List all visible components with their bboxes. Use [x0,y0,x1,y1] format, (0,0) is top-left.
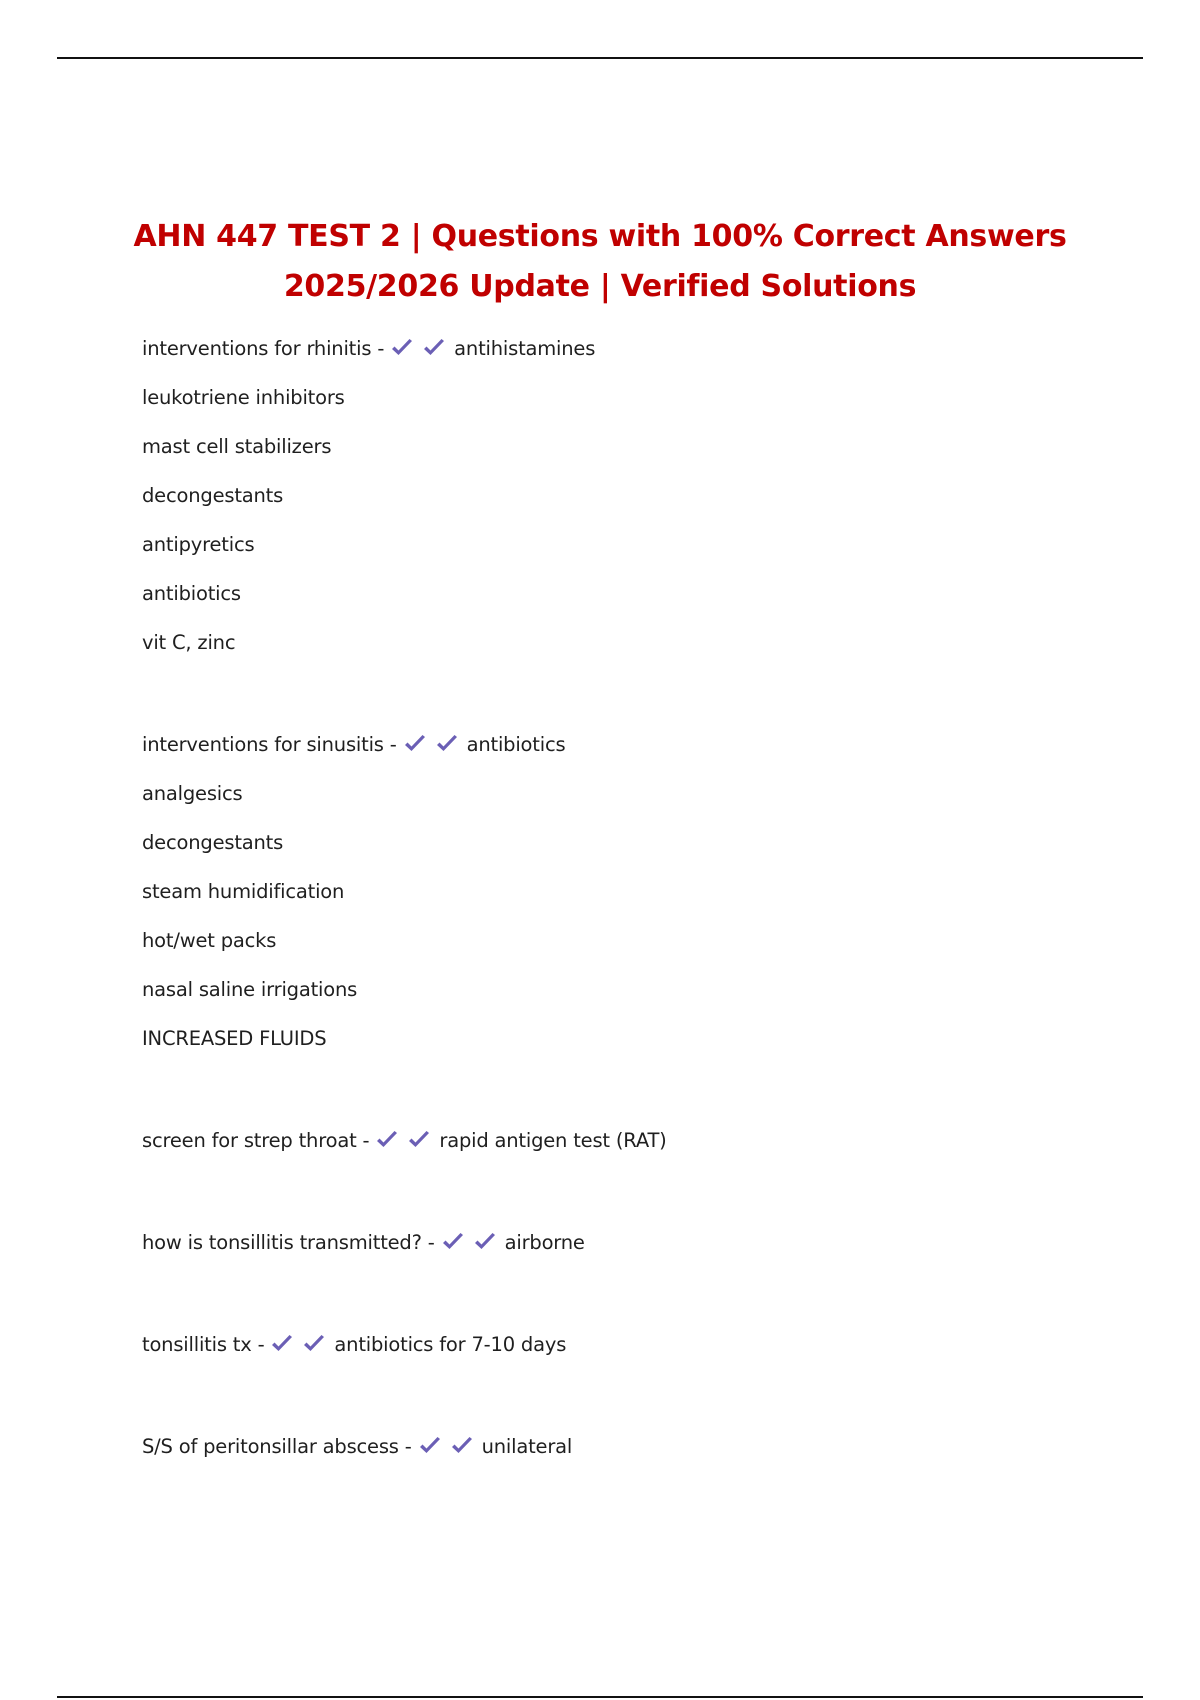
checkmark-icon [418,1435,446,1457]
separator: - [389,733,397,756]
checkmark-icon [375,1129,403,1151]
checkmark-icon [270,1333,298,1355]
checkmark-icon [390,337,418,359]
answer-line: vit C, zinc [142,631,236,654]
checkmark-icon [407,1129,435,1151]
qa-question-line [142,729,1092,778]
question-text: how is tonsillitis transmitted? [142,1231,422,1254]
answer-line: decongestants [142,484,284,507]
separator: - [257,1333,265,1356]
qa-question-line [142,1329,1092,1378]
separator: - [362,1129,370,1152]
answer-text: unilateral [481,1435,573,1458]
answer-text: rapid antigen test (RAT) [439,1129,667,1152]
header-rule [57,57,1143,59]
answer-text: antihistamines [454,337,596,360]
title-line-1: AHN 447 TEST 2 | Questions with 100% Correct Answers [133,219,1067,254]
answer-text: antibiotics for 7-10 days [334,1333,567,1356]
question-text: screen for strep throat [142,1129,357,1152]
checkmark-icon [450,1435,478,1457]
qa-question-line [142,1125,1092,1174]
answer-line: antipyretics [142,533,255,556]
answer-line: antibiotics [142,582,241,605]
spacer [142,1378,1092,1431]
checkmark-icon [473,1231,501,1253]
question-text: S/S of peritonsillar abscess [142,1435,399,1458]
checkmark-icon [403,733,431,755]
qa-question-line [142,1431,1092,1480]
checkmark-icon [441,1231,469,1253]
answer-line: decongestants [142,831,284,854]
spacer [142,1072,1092,1125]
qa-question-line [142,333,1092,382]
spacer [142,1276,1092,1329]
qa-question-line [142,1227,1092,1276]
question-text: interventions for rhinitis [142,337,372,360]
answer-line: steam humidification [142,880,345,903]
answer-text: antibiotics [466,733,566,756]
answer-line: INCREASED FLUIDS [142,1027,327,1050]
title-line-2: 2025/2026 Update | Verified Solutions [283,269,917,304]
answer-line: leukotriene inhibitors [142,386,345,409]
spacer [142,676,1092,729]
separator: - [377,337,385,360]
checkmark-icon [435,733,463,755]
document-title [57,212,1143,312]
answer-line: mast cell stabilizers [142,435,332,458]
answer-line: nasal saline irrigations [142,978,358,1001]
answer-text: airborne [504,1231,585,1254]
separator: - [404,1435,412,1458]
separator: - [427,1231,435,1254]
question-text: interventions for sinusitis [142,733,384,756]
checkmark-icon [422,337,450,359]
answer-line: analgesics [142,782,243,805]
checkmark-icon [302,1333,330,1355]
footer-rule [57,1696,1143,1698]
question-text: tonsillitis tx [142,1333,252,1356]
qa-list [142,333,1092,1480]
answer-line: hot/wet packs [142,929,277,952]
spacer [142,1174,1092,1227]
